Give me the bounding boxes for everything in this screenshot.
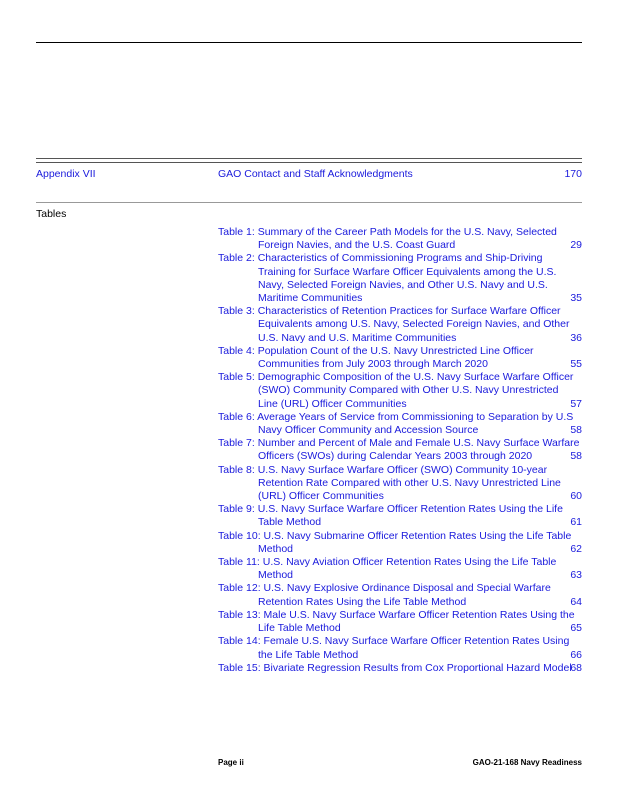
table-entry-title[interactable]: Table 10: U.S. Navy Submarine Officer Retention Rates Using the Life Table Method [218, 529, 572, 555]
table-entry[interactable] [218, 662, 582, 675]
table-entry[interactable] [218, 530, 582, 556]
table-entry-page[interactable]: 58 [570, 450, 582, 463]
footer-report-id: GAO-21-168 Navy Readiness [472, 758, 582, 767]
section-rule-top [36, 158, 582, 159]
footer-page-number: Page ii [218, 758, 244, 767]
table-entry-title[interactable]: Table 2: Characteristics of Commissioning Programs and Ship-Driving Training for Surface Warfare Officer Equivalents among the U.S. Navy, Selected Foreign Navies, and Other U.S. Navy and U.S. Maritime Communities [218, 252, 557, 305]
tables-rule [36, 202, 582, 203]
table-entry-page[interactable]: 29 [570, 239, 582, 252]
table-entry[interactable] [218, 503, 582, 529]
table-entry[interactable] [218, 226, 582, 252]
table-entry-title[interactable]: Table 3: Characteristics of Retention Practices for Surface Warfare Officer Equivalents among U.S. Navy, Selected Foreign Navies, and Other U.S. Navy and U.S. Maritime Communities [218, 305, 570, 344]
table-entry-page[interactable]: 36 [570, 331, 582, 344]
table-entry[interactable] [218, 437, 582, 463]
table-entry-title[interactable]: Table 6: Average Years of Service from Commissioning to Separation by U.S Navy Officer Community and Accession Source [218, 410, 574, 437]
table-entry[interactable] [218, 609, 582, 635]
appendix-vii-entry[interactable] [36, 168, 582, 182]
table-entry[interactable] [218, 635, 582, 661]
table-entry-page[interactable]: 57 [570, 397, 582, 410]
table-entry-page[interactable]: 61 [570, 516, 582, 529]
table-entry-title[interactable]: Table 4: Population Count of the U.S. Navy Unrestricted Line Officer Communities from July 2003 through March 2020 [218, 344, 534, 371]
section-rule-bottom [36, 162, 582, 163]
table-entry-page[interactable]: 68 [570, 661, 582, 674]
table-entry-page[interactable]: 62 [570, 542, 582, 555]
table-entry[interactable] [218, 371, 582, 411]
table-entry-title[interactable]: Table 13: Male U.S. Navy Surface Warfare Officer Retention Rates Using the Life Table Method [218, 608, 575, 635]
table-entry[interactable] [218, 305, 582, 345]
table-entry[interactable] [218, 556, 582, 582]
tables-heading: Tables [36, 208, 67, 220]
table-entry[interactable] [218, 582, 582, 608]
table-entry-title[interactable]: Table 9: U.S. Navy Surface Warfare Officer Retention Rates Using the Life Table Method [218, 503, 563, 529]
tables-list [218, 226, 582, 675]
table-entry-page[interactable]: 65 [570, 622, 582, 635]
header-rule [36, 42, 582, 43]
table-entry-page[interactable]: 63 [570, 569, 582, 582]
table-entry-title[interactable]: Table 12: U.S. Navy Explosive Ordinance Disposal and Special Warfare Retention Rates Using the Life Table Method [218, 582, 551, 608]
table-entry-title[interactable]: Table 5: Demographic Composition of the U.S. Navy Surface Warfare Officer (SWO) Community Compared with Other U.S. Navy Unrestricted Line (URL) Officer Communities [218, 371, 574, 410]
table-entry-page[interactable]: 60 [570, 490, 582, 503]
table-entry[interactable] [218, 345, 582, 371]
table-entry-title[interactable]: Table 7: Number and Percent of Male and Female U.S. Navy Surface Warfare Officers (SWOs) during Calendar Years 2003 through 2020 [218, 437, 580, 463]
table-entry[interactable] [218, 411, 582, 437]
table-entry[interactable] [218, 252, 582, 305]
table-entry-page[interactable]: 58 [570, 424, 582, 437]
table-entry-title[interactable]: Table 8: U.S. Navy Surface Warfare Officer (SWO) Community 10-year Retention Rate Compared with other U.S. Navy Unrestricted Line (URL) Officer Communities [218, 463, 561, 503]
table-entry-page[interactable]: 35 [570, 292, 582, 305]
appendix-label[interactable]: Appendix VII [36, 168, 96, 180]
appendix-page[interactable]: 170 [564, 168, 582, 180]
table-entry-page[interactable]: 66 [570, 648, 582, 661]
table-entry-title[interactable]: Table 1: Summary of the Career Path Models for the U.S. Navy, Selected Foreign Navies, and the U.S. Coast Guard [218, 226, 557, 252]
table-entry[interactable] [218, 464, 582, 504]
table-entry-title[interactable]: Table 11: U.S. Navy Aviation Officer Retention Rates Using the Life Table Method [218, 556, 557, 582]
table-entry-title[interactable]: Table 15: Bivariate Regression Results from Cox Proportional Hazard Model [218, 661, 572, 674]
table-entry-title[interactable]: Table 14: Female U.S. Navy Surface Warfare Officer Retention Rates Using the Life Table Method [218, 635, 570, 661]
table-entry-page[interactable]: 64 [570, 595, 582, 608]
table-entry-page[interactable]: 55 [570, 358, 582, 371]
page-footer [218, 758, 582, 770]
appendix-title[interactable]: GAO Contact and Staff Acknowledgments [218, 168, 413, 180]
